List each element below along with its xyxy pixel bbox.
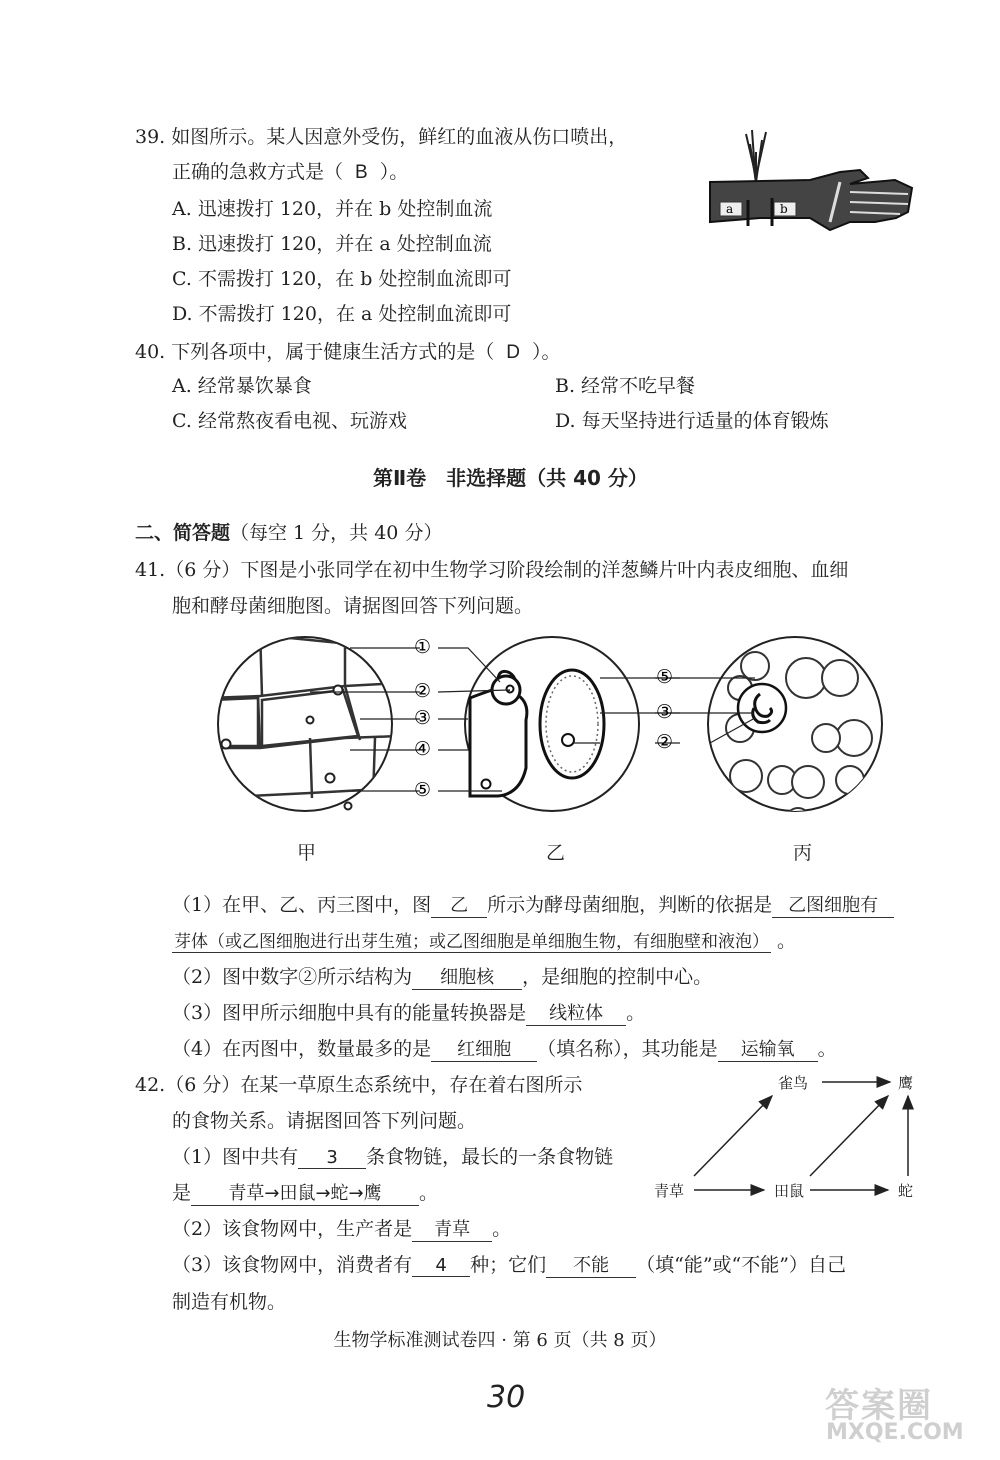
q41-sub2-text-b: ，是细胞的控制中心。: [522, 966, 713, 988]
q42-sub1-line2: [172, 1178, 438, 1206]
caption-yi: 乙: [546, 842, 566, 864]
q39-option-c: C. 不需拨打 120，在 b 处控制血流即可: [172, 268, 512, 290]
q42-sub3-answer1: 4: [412, 1255, 470, 1277]
q41-stem-line2: 胞和酵母菌细胞图。请据图回答下列问题。: [172, 595, 534, 617]
section-heading-label: 二、简答题: [135, 522, 231, 544]
blood-cells: [708, 637, 882, 832]
label-num-2: ②: [414, 680, 432, 702]
label-num-3: ③: [414, 707, 432, 729]
q41-sub1-text-b: 所示为酵母菌细胞，判断的依据是: [487, 894, 773, 916]
q40-stem-prefix: 40. 下列各项中，属于健康生活方式的是（: [135, 341, 495, 363]
q42-sub2: [172, 1214, 511, 1242]
label-num-3-right: ③: [656, 701, 674, 723]
q40-option-d: D. 每天坚持进行适量的体育锻炼: [555, 410, 829, 432]
caption-jia: 甲: [297, 842, 317, 864]
section-heading: [135, 518, 442, 545]
q40-option-b: B. 经常不吃早餐: [555, 375, 696, 397]
q42-sub3-text-c: （填“能”或“不能”）自己: [636, 1254, 846, 1276]
web-node-bird: 雀鸟: [778, 1074, 809, 1092]
yeast-cells: [465, 637, 639, 811]
part2-title: 第Ⅱ卷 非选择题（共 40 分）: [373, 466, 648, 490]
web-node-eagle: 鹰: [898, 1074, 914, 1092]
q41-sub4-text-a: （4）在丙图中，数量最多的是: [172, 1038, 432, 1060]
q41-sub2-answer: 细胞核: [412, 963, 522, 990]
q41-sub1-line1: [172, 890, 894, 918]
onion-epidermis-cells: [210, 628, 400, 828]
q42-sub1-answer2: 青草→田鼠→蛇→鹰: [191, 1179, 419, 1206]
q41-sub3-text-a: （3）图甲所示细胞中具有的能量转换器是: [172, 1002, 527, 1024]
q40-option-c: C. 经常熬夜看电视、玩游戏: [172, 410, 407, 432]
q41-sub4-answer1: 红细胞: [431, 1035, 537, 1062]
q41-sub2: [172, 962, 712, 990]
q39-option-a: A. 迅速拨打 120，并在 b 处控制血流: [172, 198, 493, 220]
q42-sub2-text-b: 。: [492, 1218, 512, 1240]
food-web-diagram: [640, 1064, 930, 1214]
q40-answer: D: [506, 342, 520, 363]
q39-stem-line2: [172, 157, 408, 184]
q42-sub3-text-a: （3）该食物网中，消费者有: [172, 1254, 413, 1276]
label-num-5: ⑤: [414, 779, 432, 801]
q41-sub1-answer1: 乙: [431, 891, 487, 918]
q41-sub1-end: 。: [777, 930, 797, 952]
q42-sub1-answer1: 3: [298, 1147, 366, 1169]
q40-stem: [135, 337, 561, 364]
q41-sub2-text-a: （2）图中数字②所示结构为: [172, 966, 413, 988]
q41-sub3: [172, 998, 645, 1026]
page-footer: 生物学标准测试卷四 · 第 6 页（共 8 页）: [333, 1330, 667, 1351]
caption-bing: 丙: [793, 842, 813, 864]
q42-sub3-line1: [172, 1250, 846, 1278]
watermark-url: MXQE.COM: [826, 1420, 964, 1445]
q42-sub1-text-a: （1）图中共有: [172, 1146, 299, 1168]
q41-sub1-answer2b: 芽体（或乙图细胞进行出芽生殖；或乙图细胞是单细胞生物，有细胞壁和液泡）: [172, 927, 771, 953]
q39-answer: B: [355, 162, 368, 183]
cell-diagram: [200, 628, 910, 868]
arm-wound-figure: [700, 122, 920, 242]
label-num-1: ①: [414, 636, 432, 658]
q42-sub2-answer: 青草: [412, 1215, 492, 1242]
q41-sub4: [172, 1034, 837, 1062]
q42-sub3-answer2: 不能: [546, 1251, 636, 1278]
figure-label-a: a: [726, 202, 734, 216]
figure-label-b: b: [780, 202, 788, 216]
q39-stem-line1: 39. 如图所示。某人因意外受伤，鲜红的血液从伤口喷出，: [135, 126, 628, 148]
q41-sub1-line2: [172, 926, 796, 953]
q41-sub3-answer: 线粒体: [526, 999, 626, 1026]
q42-sub1-text-c: 是: [172, 1182, 192, 1204]
q39-option-b: B. 迅速拨打 120，并在 a 处控制血流: [172, 233, 492, 255]
q42-sub1-line1: [172, 1142, 613, 1169]
web-node-grass: 青草: [654, 1182, 685, 1200]
handwritten-page-number: 30: [487, 1380, 526, 1415]
q42-sub3-line2: 制造有机物。: [172, 1291, 287, 1313]
web-node-snake: 蛇: [898, 1182, 914, 1200]
arm-shape: [710, 170, 912, 230]
q41-sub4-answer2: 运输氧: [718, 1035, 818, 1062]
q41-sub4-text-c: 。: [817, 1038, 837, 1060]
q42-sub1-text-d: 。: [419, 1182, 439, 1204]
q40-option-a: A. 经常暴饮暴食: [172, 375, 312, 397]
q41-stem-line1: 41.（6 分）下图是小张同学在初中生物学习阶段绘制的洋葱鳞片叶内表皮细胞、血细: [135, 559, 849, 581]
q41-sub3-text-b: 。: [626, 1002, 646, 1024]
q42-sub2-text-a: （2）该食物网中，生产者是: [172, 1218, 413, 1240]
q40-stem-suffix: ）。: [532, 341, 561, 363]
label-num-4: ④: [414, 738, 432, 760]
q39-stem-suffix: ）。: [379, 161, 409, 183]
q41-sub4-text-b: （填名称），其功能是: [537, 1038, 718, 1060]
q39-option-d: D. 不需拨打 120，在 a 处控制血流即可: [172, 303, 512, 325]
web-node-mouse: 田鼠: [774, 1182, 805, 1200]
label-num-2-right: ②: [656, 731, 674, 753]
label-num-5-right: ⑤: [656, 666, 674, 688]
q42-sub3-text-b: 种；它们: [470, 1254, 547, 1276]
q41-sub1-text-a: （1）在甲、乙、丙三图中，图: [172, 894, 432, 916]
q42-stem-line2: 的食物关系。请据图回答下列问题。: [172, 1110, 477, 1132]
watermark-logo: 答案圈: [825, 1386, 933, 1426]
q39-stem-prefix: 正确的急救方式是（: [172, 161, 344, 183]
section-heading-note: （每空 1 分，共 40 分）: [230, 522, 443, 544]
q41-sub1-answer2a: 乙图细胞有: [772, 891, 894, 918]
q42-stem-line1: 42.（6 分）在某一草原生态系统中，存在着右图所示: [135, 1074, 583, 1096]
q42-sub1-text-b: 条食物链，最长的一条食物链: [366, 1146, 614, 1168]
